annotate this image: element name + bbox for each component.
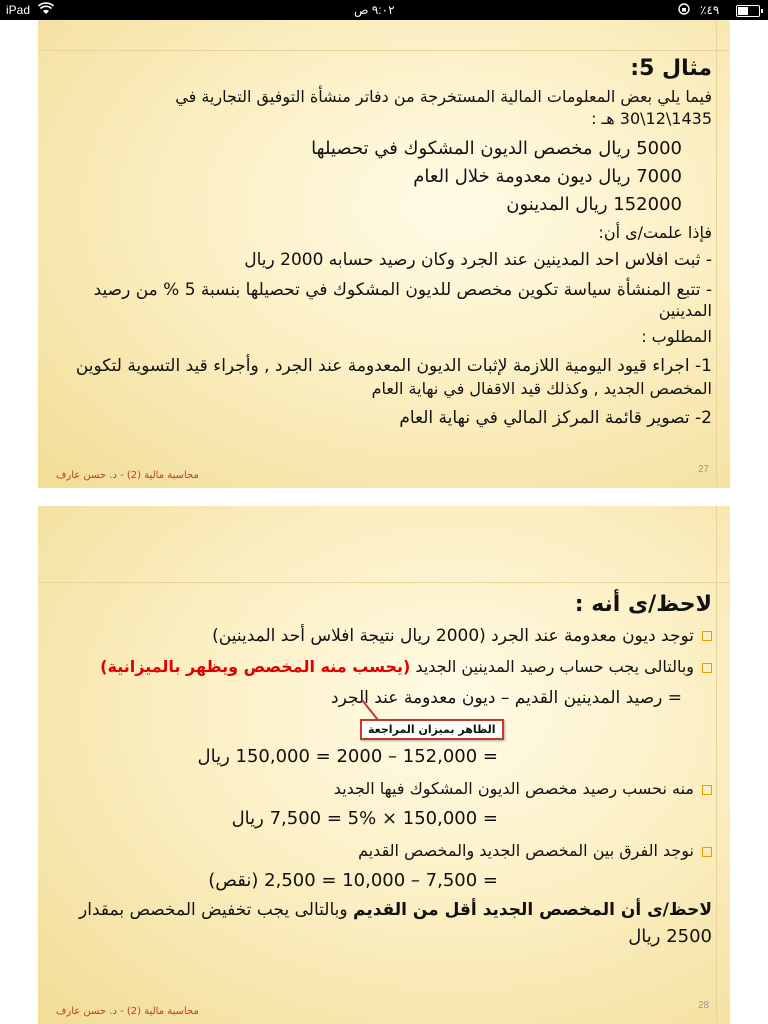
battery-icon (736, 5, 760, 17)
slide-footer: محاسبة مالية (2) - د. حسن عارف (56, 1006, 199, 1017)
note-text: أقل من (406, 900, 483, 920)
clock: ٩:٠٢ ص (354, 3, 395, 17)
requirement-1-line-1: 1- اجراء قيود اليومية اللازمة لإثبات الديون المعدومة عند الجرد , وأجراء قيد التسوية لتكوين (75, 356, 712, 376)
bullet-text: نوجد الفرق بين المخصص الجديد والمخصص القديم (358, 841, 694, 860)
required-label: المطلوب : (641, 327, 712, 346)
fact-1: - ثبت افلاس احد المدينين عند الجرد وكان رصيد حسابه 2000 ريال (244, 250, 712, 270)
note-text: وبالتالى يجب تخفيض المخصص بمقدار (79, 900, 353, 920)
highlight-text: (يحسب منه المخصص ويظهر بالميزانية) (100, 657, 411, 676)
wifi-icon (38, 2, 54, 19)
page-number: 28 (698, 1000, 710, 1011)
square-bullet-icon (702, 847, 712, 857)
status-bar (0, 0, 768, 20)
callout-box: الظاهر بميزان المراجعة (360, 719, 504, 740)
battery-percent: ٪٤٩ (700, 3, 720, 17)
page-number: 27 (698, 464, 710, 475)
note-text: لاحظ/ى أن المخصص (533, 900, 712, 920)
note-emphasis: القديم (352, 900, 407, 920)
note-line-1 (56, 898, 712, 922)
rotation-lock-icon (678, 3, 690, 18)
bullet-text: منه نحسب رصيد مخصص الديون المشكوك فيها الجديد (333, 779, 694, 798)
if-known-label: فإذا علمت/ى أن: (598, 223, 712, 242)
requirement-2: 2- تصوير قائمة المركز المالي في نهاية العام (399, 408, 712, 428)
bullet-text: وبالتالى يجب حساب رصيد المدينين الجديد (410, 657, 694, 676)
slide-title: لاحظ/ى أنه : (574, 592, 712, 617)
slide-title: مثال 5: (630, 56, 712, 81)
bullet-row (56, 656, 712, 678)
bullet-text: توجد ديون معدومة عند الجرد (2000 ريال نتيجة افلاس أحد المدينين) (212, 626, 694, 646)
slide-27 (38, 20, 730, 488)
intro-line-2: 1435\12\30 هـ : (591, 109, 712, 128)
note-line-2: 2500 ريال (628, 926, 712, 947)
slide-28 (38, 506, 730, 1024)
list-item: 5000 ريال مخصص الديون المشكوك في تحصيلها (311, 138, 682, 159)
equation-2: = 152,000 – 2000 = 150,000 ريال (197, 746, 498, 767)
square-bullet-icon (702, 663, 712, 673)
list-item: 7000 ريال ديون معدومة خلال العام (413, 166, 682, 187)
square-bullet-icon (702, 631, 712, 641)
note-emphasis: الجديد (482, 900, 534, 920)
bullet-row (56, 778, 712, 800)
device-label: iPad (6, 3, 31, 17)
intro-line-1: فيما يلي بعض المعلومات المالية المستخرجة من دفاتر منشأة التوفيق التجارية في (175, 87, 712, 106)
square-bullet-icon (702, 785, 712, 795)
fact-2-line-1: - تتبع المنشأة سياسة تكوين مخصص للديون المشكوك في تحصيلها بنسبة 5 % من رصيد (93, 280, 712, 300)
requirement-1-line-2: المخصص الجديد , وكذلك قيد الاقفال في نهاية العام (371, 379, 712, 398)
bullet-row (56, 840, 712, 862)
equation-1: = رصيد المدينين القديم – ديون معدومة عند الجرد (331, 688, 682, 708)
list-item: 152000 ريال المدينون (506, 194, 682, 215)
bullet-row (56, 624, 712, 648)
equation-4: = 7,500 – 10,000 = 2,500 (نقص) (208, 870, 498, 891)
equation-3: = 150,000 × 5% = 7,500 ريال (231, 808, 498, 829)
slide-footer: محاسبة مالية (2) - د. حسن عارف (56, 470, 199, 481)
fact-2-line-2: المدينين (658, 301, 712, 320)
